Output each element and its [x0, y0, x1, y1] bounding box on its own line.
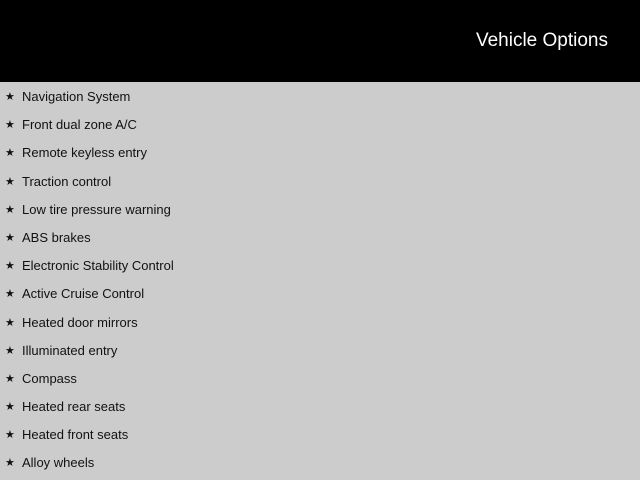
option-label: Heated front seats: [22, 427, 129, 443]
option-label: Electronic Stability Control: [22, 258, 174, 274]
star-icon: ★: [5, 287, 15, 301]
list-item: [0, 337, 640, 365]
star-icon: ★: [5, 118, 15, 132]
page-title: Vehicle Options: [475, 30, 608, 51]
list-item: [0, 196, 640, 224]
list-item: [0, 393, 640, 421]
list-item: [0, 365, 640, 393]
option-label: Heated rear seats: [22, 399, 126, 415]
option-label: Front dual zone A/C: [22, 117, 137, 133]
option-label: Compass: [22, 370, 77, 386]
star-icon: ★: [5, 90, 15, 103]
option-label: Low tire pressure warning: [22, 201, 171, 217]
option-label: Remote keyless entry: [22, 145, 147, 161]
star-icon: ★: [5, 343, 15, 357]
option-label: Navigation System: [22, 89, 131, 104]
star-icon: ★: [5, 202, 15, 216]
star-icon: ★: [5, 315, 15, 329]
star-icon: ★: [5, 230, 15, 244]
vehicle-options-list: [0, 82, 640, 480]
list-item: [0, 252, 640, 280]
list-item: [0, 280, 640, 308]
option-label: Alloy wheels: [22, 455, 95, 471]
list-item: [0, 139, 640, 167]
star-icon: ★: [5, 456, 15, 470]
list-item: [0, 421, 640, 449]
option-label: ABS brakes: [22, 229, 91, 245]
option-label: Active Cruise Control: [22, 286, 145, 302]
option-label: Illuminated entry: [22, 342, 118, 358]
list-item: [0, 168, 640, 196]
list-item: [0, 309, 640, 337]
star-icon: ★: [5, 371, 15, 385]
header-bar: [0, 0, 640, 82]
star-icon: ★: [5, 428, 15, 442]
list-item: [0, 111, 640, 139]
option-label: Traction control: [22, 173, 112, 189]
list-item: [0, 449, 640, 477]
star-icon: ★: [5, 146, 15, 160]
list-item: [0, 83, 640, 111]
star-icon: ★: [5, 400, 15, 414]
list-item: [0, 224, 640, 252]
star-icon: ★: [5, 259, 15, 273]
option-label: Heated door mirrors: [22, 314, 138, 330]
star-icon: ★: [5, 174, 15, 188]
